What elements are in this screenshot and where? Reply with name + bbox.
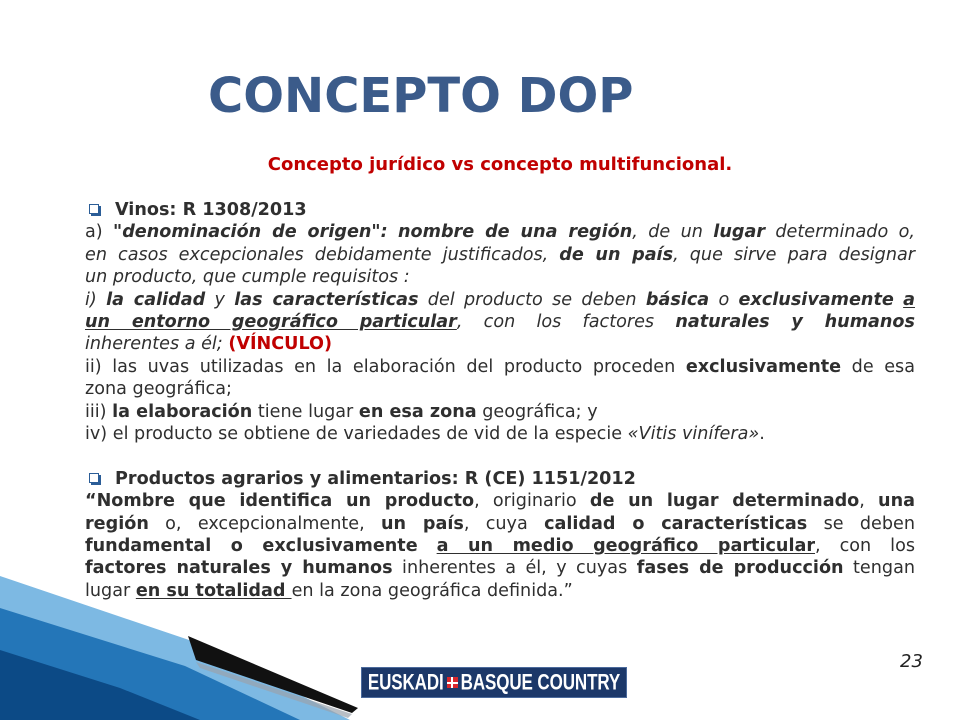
- text-run: un entorno geográfico particular: [85, 312, 457, 333]
- text-run: un país: [380, 513, 464, 534]
- text-run: lugar: [85, 580, 136, 601]
- text-run: de un país: [559, 244, 674, 265]
- text-line: [85, 490, 915, 512]
- paragraph: [85, 401, 915, 423]
- text-line: [85, 535, 915, 557]
- text-run: [388, 222, 398, 242]
- text-run: se deben: [807, 513, 915, 534]
- text-run: tengan: [843, 558, 915, 579]
- text-run: la elaboración: [112, 401, 253, 422]
- text-line: [85, 423, 915, 445]
- text-line: [85, 356, 915, 378]
- text-run: , con los: [815, 536, 915, 557]
- text-run: la calidad: [106, 289, 206, 310]
- text-run: fundamental o exclusivamente: [85, 536, 418, 557]
- corner-swoosh-decoration: [0, 570, 360, 720]
- text-run: o: [709, 289, 739, 310]
- text-run: lugar: [713, 222, 765, 243]
- text-run: en la zona geográfica definida.”: [291, 580, 573, 601]
- paragraph: [85, 423, 915, 445]
- text-run: , cuya: [463, 513, 545, 534]
- text-run: tiene lugar: [252, 401, 359, 422]
- text-run: fases de producción: [636, 558, 844, 579]
- text-run: en su totalidad: [135, 580, 292, 601]
- text-run: región: [85, 513, 149, 534]
- text-line: [85, 266, 915, 288]
- text-line: [85, 311, 915, 333]
- text-run: [894, 290, 903, 310]
- text-run: , que sirve para designar: [673, 244, 915, 265]
- text-line: [85, 513, 915, 535]
- text-run: del producto se deben: [418, 289, 646, 310]
- text-run: y: [205, 289, 235, 310]
- paragraph: [85, 289, 915, 356]
- section-heading: [85, 199, 915, 221]
- text-run: en casos excepcionales debidamente justificados,: [85, 244, 560, 265]
- text-line: [85, 244, 915, 266]
- text-run: determinado o,: [765, 222, 915, 243]
- text-run: inherentes a él, y cuyas: [392, 558, 637, 579]
- text-run: iii): [85, 401, 113, 422]
- text-run: exclusivamente: [738, 289, 894, 310]
- text-run: , originario: [474, 491, 590, 512]
- shadowed-square-icon: [89, 473, 99, 483]
- text-run: «Vitis vinífera»: [627, 424, 760, 445]
- text-run: ii) las uvas utilizadas en la elaboración del producto proceden: [85, 356, 686, 377]
- page-number: 23: [900, 651, 923, 672]
- text-run: de un lugar determinado: [589, 491, 860, 512]
- text-run: , de un: [632, 222, 714, 243]
- text-run: .: [759, 424, 765, 445]
- text-run: i): [85, 289, 107, 310]
- text-run: ,: [859, 491, 879, 512]
- text-run: exclusivamente: [685, 356, 842, 377]
- logo-text-euskadi: EUSKADI: [367, 670, 444, 695]
- text-run: geográfica; y: [476, 401, 598, 422]
- text-line: [85, 333, 915, 355]
- logo-text-basque-country: BASQUE COUNTRY: [460, 670, 621, 695]
- basque-cross-icon: [447, 677, 458, 688]
- shadowed-square-icon: [89, 204, 99, 214]
- text-run: [418, 536, 437, 556]
- slide-title: CONCEPTO DOP: [208, 68, 634, 124]
- paragraph: [85, 356, 915, 401]
- slide-subtitle: Concepto jurídico vs concepto multifuncional.: [267, 154, 733, 175]
- text-run: (VÍNCULO): [228, 334, 333, 355]
- slide-body: [85, 199, 915, 602]
- text-run: , con los factores: [456, 312, 676, 333]
- text-run: o, excepcionalmente,: [148, 513, 381, 534]
- text-run: iv) el producto se obtiene de variedades de vid de la especie: [85, 424, 628, 445]
- text-run: factores naturales y humanos: [85, 558, 393, 579]
- text-run: de esa: [841, 356, 915, 377]
- text-run: en esa zona: [358, 401, 477, 422]
- text-run: las características: [234, 289, 419, 310]
- text-line: [85, 378, 915, 400]
- text-line: [85, 401, 915, 423]
- text-run: nombre de una región: [398, 222, 633, 243]
- legal-definition-section: [85, 199, 915, 445]
- section-heading: [85, 468, 915, 490]
- text-line: [85, 221, 915, 243]
- text-run: básica: [645, 289, 710, 310]
- text-run: zona geográfica;: [85, 379, 232, 400]
- text-run: inherentes a él;: [85, 334, 229, 355]
- text-run: un producto, que cumple requisitos :: [85, 267, 410, 288]
- text-run: a: [903, 289, 915, 310]
- text-run: a): [85, 222, 114, 243]
- section-heading-text: Productos agrarios y alimentarios: R (CE) 1151/2012: [115, 468, 636, 489]
- text-run: naturales y humanos: [675, 312, 915, 333]
- paragraph: [85, 221, 915, 288]
- euskadi-basque-country-logo: [361, 667, 627, 698]
- section-heading-text: Vinos: R 1308/2013: [115, 200, 307, 220]
- text-line: [85, 289, 915, 311]
- text-run: “Nombre que identifica un producto: [85, 491, 475, 512]
- text-run: "denominación de origen":: [113, 222, 388, 243]
- text-run: una: [878, 491, 915, 512]
- text-run: calidad o características: [544, 513, 808, 534]
- text-run: a un medio geográfico particular: [436, 536, 816, 557]
